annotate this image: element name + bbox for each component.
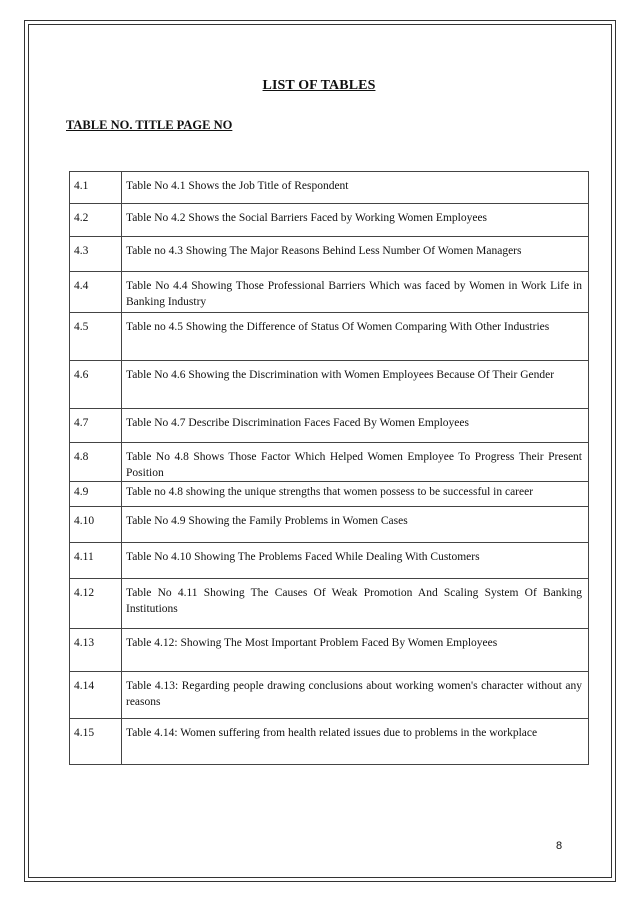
table-row xyxy=(70,672,589,719)
table-row xyxy=(70,719,589,765)
table-row xyxy=(70,507,589,543)
page-number: 8 xyxy=(556,840,563,852)
table-number: 4.11 xyxy=(70,543,122,579)
table-title: Table No 4.2 Shows the Social Barriers Faced by Working Women Employees xyxy=(122,204,589,237)
table-number: 4.13 xyxy=(70,629,122,672)
list-of-tables xyxy=(69,171,589,765)
table-number: 4.14 xyxy=(70,672,122,719)
table-row xyxy=(70,313,589,361)
table-row xyxy=(70,361,589,409)
table-title: Table no 4.3 Showing The Major Reasons Behind Less Number Of Women Managers xyxy=(122,237,589,272)
table-title: Table 4.14: Women suffering from health related issues due to problems in the workplace xyxy=(122,719,589,765)
table-title: Table No 4.10 Showing The Problems Faced While Dealing With Customers xyxy=(122,543,589,579)
table-title: Table No 4.6 Showing the Discrimination with Women Employees Because Of Their Gender xyxy=(122,361,589,409)
page-heading: LIST OF TABLES xyxy=(262,78,376,93)
table-title: Table no 4.5 Showing the Difference of Status Of Women Comparing With Other Industries xyxy=(122,313,589,361)
table-number: 4.15 xyxy=(70,719,122,765)
table-row xyxy=(70,543,589,579)
table-row xyxy=(70,272,589,313)
table-title: Table 4.12: Showing The Most Important Problem Faced By Women Employees xyxy=(122,629,589,672)
table-title: Table no 4.8 showing the unique strengths that women possess to be successful in career xyxy=(122,482,589,507)
table-title: Table No 4.4 Showing Those Professional Barriers Which was faced by Women in Work Life in Banking Industry xyxy=(122,272,589,313)
table-number: 4.10 xyxy=(70,507,122,543)
table-row xyxy=(70,237,589,272)
table-number: 4.8 xyxy=(70,443,122,482)
table-title: Table No 4.11 Showing The Causes Of Weak Promotion And Scaling System Of Banking Institutions xyxy=(122,579,589,629)
table-number: 4.1 xyxy=(70,172,122,204)
table-title: Table 4.13: Regarding people drawing conclusions about working women's character without any reasons xyxy=(122,672,589,719)
table-number: 4.5 xyxy=(70,313,122,361)
table-row xyxy=(70,409,589,443)
table-row xyxy=(70,172,589,204)
table-row xyxy=(70,579,589,629)
table-row xyxy=(70,204,589,237)
table-title: Table No 4.9 Showing the Family Problems in Women Cases xyxy=(122,507,589,543)
table-number: 4.12 xyxy=(70,579,122,629)
table-number: 4.4 xyxy=(70,272,122,313)
table-title: Table No 4.7 Describe Discrimination Faces Faced By Women Employees xyxy=(122,409,589,443)
table-title: Table No 4.1 Shows the Job Title of Respondent xyxy=(122,172,589,204)
table-row xyxy=(70,482,589,507)
table-number: 4.9 xyxy=(70,482,122,507)
column-header: TABLE NO. TITLE PAGE NO xyxy=(66,118,233,132)
table-title: Table No 4.8 Shows Those Factor Which Helped Women Employee To Progress Their Present Position xyxy=(122,443,589,482)
table-number: 4.7 xyxy=(70,409,122,443)
table-number: 4.2 xyxy=(70,204,122,237)
table-row xyxy=(70,629,589,672)
table-number: 4.3 xyxy=(70,237,122,272)
table-number: 4.6 xyxy=(70,361,122,409)
table-row xyxy=(70,443,589,482)
